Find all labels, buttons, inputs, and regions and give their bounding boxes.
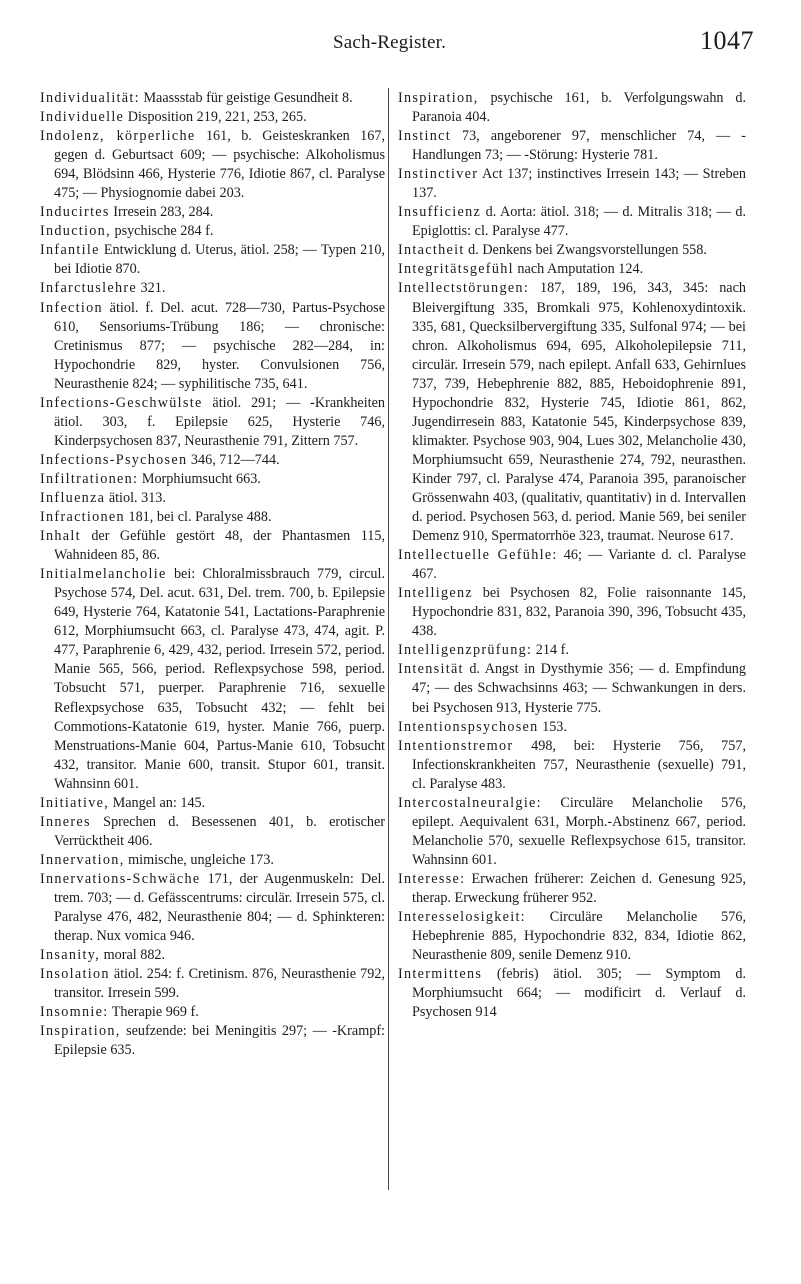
- entry-headword: Induction,: [40, 223, 111, 240]
- entry-headword: Inneres: [40, 813, 91, 830]
- index-entry: [398, 127, 746, 165]
- entry-text: 498, bei: Hysterie 756, 757, Infectionskrankheiten 757, Neurasthenie (sexuelle) 791, cl. Paralyse 483.: [412, 737, 746, 792]
- entry-text: d. Angst in Dysthymie 356; — d. Empfindung 47; — des Schwachsinns 463; — Schwankungen in ders. bei Psychosen 913, Hysterie 775.: [412, 661, 746, 716]
- entry-text: mimische, ungleiche 173.: [124, 851, 274, 868]
- entry-headword: Inspiration,: [40, 1023, 121, 1040]
- index-entry: [398, 794, 746, 870]
- entry-text: (febris) ätiol. 305; — Symptom d. Morphiumsucht 664; — modificirt d. Verlauf d. Psychosen 914: [412, 966, 746, 1021]
- index-entry: [40, 870, 385, 946]
- index-entry: [398, 718, 746, 737]
- entry-headword: Insolation: [40, 966, 110, 983]
- index-entry: [40, 946, 385, 965]
- entry-text: Maassstab für geistige Gesundheit 8.: [139, 90, 353, 106]
- entry-text: Mangel an: 145.: [109, 794, 206, 811]
- index-entry: [40, 241, 385, 279]
- entry-headword: Intercostalneuralgie:: [398, 794, 542, 811]
- entry-text: ätiol. 291; — -Krankheiten ätiol. 303, f. Epilepsie 625, Hysterie 746, Kinderpsychosen 837, Neurasthenie 791, Zittern 757.: [54, 394, 385, 449]
- index-entry: [398, 203, 746, 241]
- entry-text: ätiol. 254: f. Cretinism. 876, Neurasthenie 792, transitor. Irresein 599.: [54, 966, 385, 1002]
- index-entry: [40, 89, 385, 108]
- entry-text: Act 137; instinctives Irresein 143; — Streben 137.: [412, 166, 746, 202]
- index-entry: [40, 470, 385, 489]
- entry-headword: Instinctiver: [398, 166, 479, 183]
- entry-text: psychische 161, b. Verfolgungswahn d. Paranoia 404.: [412, 90, 746, 126]
- right-column: [398, 89, 746, 1022]
- index-entry: [40, 1003, 385, 1022]
- entry-headword: Intensität: [398, 661, 464, 678]
- index-entry: [40, 813, 385, 851]
- entry-text: Irresein 283, 284.: [109, 204, 214, 221]
- index-entry: [40, 108, 385, 127]
- index-entry: [40, 565, 385, 794]
- index-entry: [398, 908, 746, 965]
- index-entry: [40, 279, 385, 298]
- entry-text: 187, 189, 196, 343, 345: nach Bleivergiftung 335, Bromkali 975, Kohlenoxydintoxik. 335, 681, Quecksilbervergiftung 335, Sulfonal 974; — bei chron. Alkoholismus 694, 695, Alkoholepilepsie 711, circulär. Irresein 579, nach epilept. Anfall 633, Gehirnlues 737, 739, Hebephrenie 882, 885, Heboidophrenie 891, Hypochondrie 832, Hysterie 745, Idiotie 861, 862, Jugendirresein 883, Katatonie 545, Kinderpsychose 839, klimakter. Psychose 903, 904, Lues 302, Melancholie 430, Morphiumsucht 659, Neurasthenie 274, 792, neurasthen. Kinder 797, cl. Paralyse 474, Paranoia 395, paranoischer Grössenwahn 403, (qualitativ, quantitativ) in d. Intervallen d. period. Psychosen 563, d. period. Manie 569, bei seniler Demenz 910, Spermatorrhöe 323, traumat. Neurose 617.: [412, 280, 746, 545]
- entry-headword: Infections-Geschwülste: [40, 394, 203, 411]
- entry-headword: Indolenz, körperliche: [40, 128, 196, 145]
- entry-headword: Inhalt: [40, 528, 81, 545]
- entry-text: Disposition 219, 221, 253, 265.: [124, 109, 307, 126]
- index-entry: [40, 222, 385, 241]
- index-entry: [398, 584, 746, 641]
- entry-text: 214 f.: [532, 642, 569, 659]
- entry-text: 346, 712—744.: [187, 451, 280, 468]
- entry-headword: Infiltrationen:: [40, 470, 139, 487]
- index-entry: [40, 489, 385, 508]
- entry-headword: Inducirtes: [40, 204, 110, 221]
- index-entry: [40, 965, 385, 1003]
- entry-headword: Inspiration,: [398, 90, 479, 106]
- entry-headword: Intentionspsychosen: [398, 718, 539, 735]
- entry-text: 171, der Augenmuskeln: Del. trem. 703; — d. Gefässcentrums: circulär. Irresein 575, cl. Paralyse 476, 482, Neurasthenie 804; — d. Sphinkteren: therap. Nux vomica 946.: [54, 870, 385, 945]
- index-entry: [40, 851, 385, 870]
- index-entry: [398, 241, 746, 260]
- entry-headword: Instinct: [398, 128, 451, 145]
- index-entry: [398, 660, 746, 717]
- entry-text: Circuläre Melancholie 576, epilept. Aequivalent 631, Morph.-Abstinenz 667, period. Melancholie 570, sexuelle Reflexpsychose 615, transitor. Wahnsinn 601.: [412, 794, 746, 868]
- entry-text: psychische 284 f.: [110, 223, 214, 240]
- index-entry: [40, 394, 385, 451]
- entry-headword: Intelligenz: [398, 585, 473, 602]
- entry-text: 153.: [538, 718, 567, 735]
- column-divider: [388, 88, 389, 1190]
- entry-text: Erwachen früherer: Zeichen d. Genesung 925, therap. Erweckung früherer 952.: [412, 870, 746, 906]
- entry-text: 46; — Variante d. cl. Paralyse 467.: [412, 547, 746, 583]
- entry-text: d. Aorta: ätiol. 318; — d. Mitralis 318; — d. Epiglottis: cl. Paralyse 477.: [412, 204, 746, 240]
- entry-headword: Initiative,: [40, 794, 110, 811]
- entry-headword: Individualität:: [40, 90, 140, 106]
- entry-text: 321.: [136, 280, 166, 297]
- entry-headword: Individuelle: [40, 109, 125, 126]
- entry-headword: Intermittens: [398, 966, 483, 983]
- entry-headword: Infection: [40, 299, 103, 316]
- entry-headword: Infractionen: [40, 509, 125, 526]
- entry-headword: Insomnie:: [40, 1004, 109, 1021]
- running-title: Sach-Register.: [333, 32, 447, 53]
- entry-headword: Initialmelancholie: [40, 566, 167, 583]
- index-entry: [398, 546, 746, 584]
- entry-headword: Intellectstörungen:: [398, 280, 530, 297]
- page-number: 1047: [700, 26, 754, 55]
- entry-text: der Gefühle gestört 48, der Phantasmen 115, Wahnideen 85, 86.: [54, 528, 385, 564]
- entry-text: Therapie 969 f.: [108, 1004, 199, 1021]
- entry-headword: Infantile: [40, 242, 100, 259]
- entry-headword: Intactheit: [398, 242, 465, 259]
- index-entry: [40, 794, 385, 813]
- entry-text: 73, angeborener 97, menschlicher 74, — -Handlungen 73; — -Störung: Hysterie 781.: [412, 128, 746, 164]
- entry-text: ätiol. 313.: [105, 489, 166, 506]
- entry-headword: Insanity,: [40, 947, 101, 964]
- entry-text: bei: Chloralmissbrauch 779, circul. Psychose 574, Del. acut. 631, Del. trem. 700, b. Epilepsie 649, Hysterie 764, Katatonie 541, Lactations-Paraphrenie 612, Morphiumsucht 663, cl. Paralyse 473, 474, agit. P. 477, Paraphrenie 6, 429, 432, period. Irresein 572, period. Manie 565, 566, period. Reflexpsychose 598, period. Tobsucht 571, puerper. Paraphrenie 716, sexuelle Reflexpsychose 635, Tobsucht 432; — fehlt bei Commotions-Katatonie 619, hyster. Manie 766, puerp. Menstruations-Manie 604, Partus-Manie 610, Tobsucht 432, transitor. Manie 600, transit. Stupor 601, transit. Wahnsinn 601.: [54, 566, 385, 792]
- entry-text: Morphiumsucht 663.: [138, 470, 261, 487]
- entry-headword: Intentionstremor: [398, 737, 514, 754]
- entry-headword: Infarctuslehre: [40, 280, 137, 297]
- entry-headword: Influenza: [40, 489, 106, 506]
- entry-headword: Integritätsgefühl: [398, 261, 514, 278]
- entry-text: d. Denkens bei Zwangsvorstellungen 558.: [464, 242, 707, 259]
- index-entry: [398, 260, 746, 279]
- entry-text: Sprechen d. Besessenen 401, b. erotischer Verrücktheit 406.: [54, 813, 385, 849]
- index-entry: [398, 279, 746, 546]
- index-entry: [40, 451, 385, 470]
- entry-headword: Innervation,: [40, 851, 125, 868]
- entry-text: nach Amputation 124.: [513, 261, 644, 278]
- entry-headword: Innervations-Schwäche: [40, 870, 201, 887]
- index-entry: [398, 89, 746, 127]
- index-entry: [40, 527, 385, 565]
- page-header: [0, 26, 801, 62]
- entry-text: 181, bei cl. Paralyse 488.: [124, 509, 272, 526]
- entry-text: bei Psychosen 82, Folie raisonnante 145, Hypochondrie 831, 832, Paranoia 390, 396, Tobsucht 435, 438.: [412, 585, 746, 640]
- index-entry: [40, 508, 385, 527]
- entry-text: Circuläre Melancholie 576, Hebephrenie 885, Hypochondrie 832, 834, Idiotie 862, Neurasthenie 809, senile Demenz 910.: [412, 909, 746, 964]
- entry-headword: Intelligenzprüfung:: [398, 642, 533, 659]
- index-entry: [398, 165, 746, 203]
- left-column: [40, 89, 385, 1060]
- index-entry: [40, 1022, 385, 1060]
- entry-headword: Intellectuelle Gefühle:: [398, 547, 558, 564]
- index-entry: [398, 641, 746, 660]
- entry-headword: Infections-Psychosen: [40, 451, 188, 468]
- entry-headword: Insufficienz: [398, 204, 482, 221]
- index-entry: [398, 870, 746, 908]
- index-entry: [40, 299, 385, 394]
- entry-text: moral 882.: [100, 947, 166, 964]
- entry-headword: Interesse:: [398, 870, 466, 887]
- index-entry: [398, 737, 746, 794]
- index-entry: [40, 203, 385, 222]
- entry-text: 161, b. Geisteskranken 167, gegen d. Geburtsact 609; — psychische: Alkoholismus 694, Blödsinn 466, Hysterie 776, Idiotie 867, cl. Paralyse 475; — Physiognomie dabei 203.: [54, 128, 385, 202]
- entry-headword: Interesselosigkeit:: [398, 909, 526, 926]
- index-entry: [398, 965, 746, 1022]
- entry-text: Entwicklung d. Uterus, ätiol. 258; — Typen 210, bei Idiotie 870.: [54, 242, 385, 278]
- entry-text: ätiol. f. Del. acut. 728—730, Partus-Psychose 610, Sensoriums-Trübung 186; — chronische: Cretinismus 877; — psychische 282—284, in: Hypochondrie 829, hyster. Convulsionen 756, Neurasthenie 824; — syphilitische 735, 641.: [54, 299, 385, 392]
- index-entry: [40, 127, 385, 203]
- entry-text: seufzende: bei Meningitis 297; — -Krampf: Epilepsie 635.: [54, 1023, 385, 1059]
